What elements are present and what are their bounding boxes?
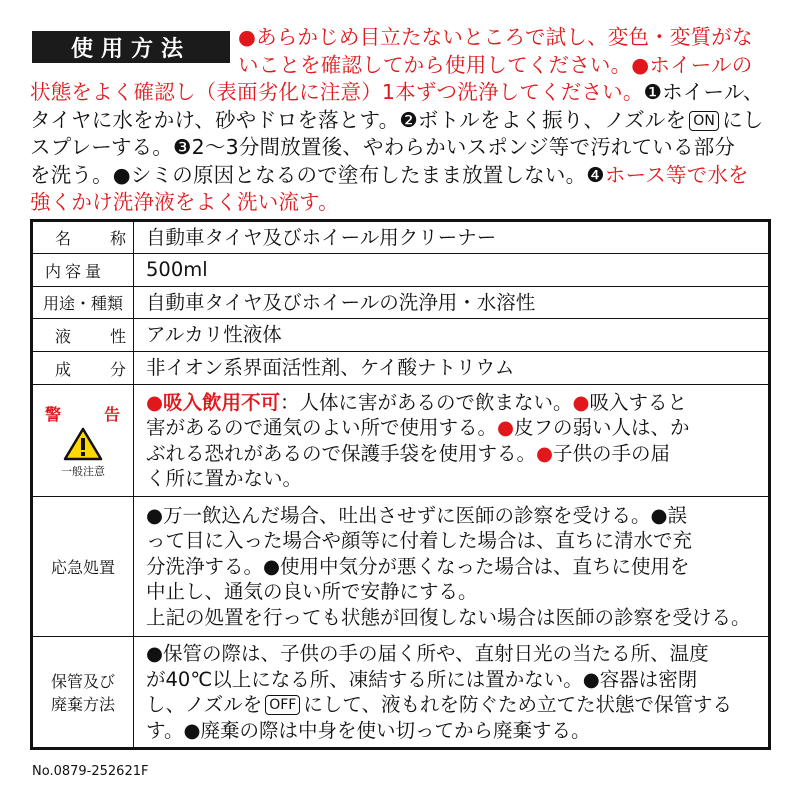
liquid-value: アルカリ性液体 xyxy=(134,319,770,352)
storage-value: ●保管の際は、子供の手の届く所や、直射日光の当たる所、温度 が40℃以上になる所、凍結する所には置かない。●容器は密閉 し、ノズルを OFF にして、液もれを防ぐため立てた状態で保管する す。●廃棄の際は中身を使い切ってから廃棄する。 xyxy=(134,637,770,749)
table-row xyxy=(32,221,770,254)
firstaid-label: 応急処置 xyxy=(32,497,134,637)
table-row xyxy=(32,497,770,637)
name-value: 自動車タイヤ及びホイール用クリーナー xyxy=(134,221,770,254)
on-symbol: ON xyxy=(689,111,719,131)
warning-line: ●吸入飲用不可：人体に害があるので飲まない。●吸入すると xyxy=(146,390,688,414)
firstaid-line: 上記の処置を行っても状態が回復しない場合は医師の診察を受ける。 xyxy=(146,605,751,629)
spec-table xyxy=(30,219,771,750)
component-label: 成 分 xyxy=(32,352,134,385)
purpose-value: 自動車タイヤ及びホイールの洗浄用・水溶性 xyxy=(134,287,770,319)
usage-line: タイヤに水をかけ、砂やドロを落とす。❷ボトルをよく振り、ノズルを ON にし xyxy=(30,107,764,132)
purpose-label: 用途・種類 xyxy=(32,287,134,319)
usage-title: 使用方法 xyxy=(32,31,230,63)
usage-line: いことを確認してから使用してください。●ホイールの xyxy=(238,52,753,77)
table-row xyxy=(32,385,770,497)
liquid-label: 液 性 xyxy=(32,319,134,352)
firstaid-value xyxy=(134,497,770,637)
usage-line: 強くかけ洗浄液をよく洗い流す。 xyxy=(30,190,339,214)
usage-line: を洗う。●シミの原因となるので塗布したまま放置しない。❹ホース等で水を xyxy=(30,162,749,187)
table-row xyxy=(32,637,770,749)
caution-triangle-icon xyxy=(63,427,103,461)
warning-line: 害があるので通気のよい所で使用する。●皮フの弱い人は、か xyxy=(146,416,690,439)
warning-sub-label: 一般注意 xyxy=(61,465,105,478)
table-row xyxy=(32,287,770,319)
warning-label: 警 告 一般注意 xyxy=(32,385,134,497)
firstaid-line: 中止し、通気の良い所で安静にする。 xyxy=(146,580,478,604)
usage-line: スプレーする。❸2～3分間放置後、やわらかいスポンジ等で汚れている部分 xyxy=(30,135,736,159)
name-label: 名 称 xyxy=(32,221,134,254)
volume-label: 内容量 xyxy=(32,254,134,287)
off-symbol: OFF xyxy=(265,695,300,715)
firstaid-line: ●万一飲込んだ場合、吐出させずに医師の診察を受ける。●誤 xyxy=(146,503,688,527)
storage-label: 保管及び 廃棄方法 xyxy=(32,637,134,749)
firstaid-line: って目に入った場合や顔等に付着した場合は、直ちに清水で充 xyxy=(146,529,693,553)
warning-value xyxy=(134,385,770,497)
usage-instructions xyxy=(30,24,775,217)
table-row xyxy=(32,352,770,385)
usage-line: ●あらかじめ目立たないところで試し、変色・変質がな xyxy=(238,25,753,49)
warning-line: ぶれる恐れがあるので保護手袋を使用する。●子供の手の届 xyxy=(146,441,671,465)
table-row xyxy=(32,254,770,287)
firstaid-line: 分洗浄する。●使用中気分が悪くなった場合は、直ちに使用を xyxy=(146,554,690,578)
component-value: 非イオン系界面活性剤、ケイ酸ナトリウム xyxy=(134,352,770,385)
document-number: No.0879-252621F xyxy=(32,764,149,779)
warning-line: く所に置かない。 xyxy=(146,467,303,490)
volume-value: 500ml xyxy=(134,254,770,287)
usage-line: 状態をよく確認し（表面劣化に注意）1本ずつ洗浄してください。❶ホイール、 xyxy=(30,80,764,104)
table-row xyxy=(32,319,770,352)
